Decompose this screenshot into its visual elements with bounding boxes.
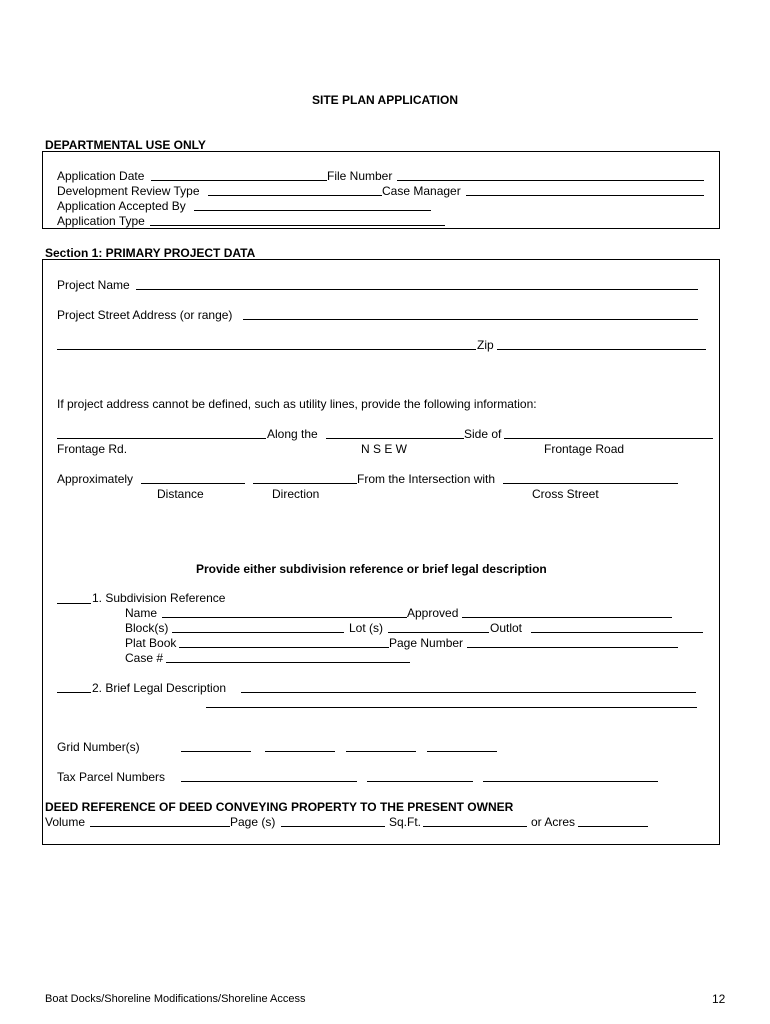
subdivision-check-field[interactable] <box>57 603 91 604</box>
project-name-field[interactable] <box>136 289 698 290</box>
outlot-field[interactable] <box>531 632 703 633</box>
tax-parcel-field-2[interactable] <box>367 781 473 782</box>
subdivision-name-label: Name <box>125 606 158 620</box>
acres-field[interactable] <box>578 826 648 827</box>
frontage-road-caption: Frontage Road <box>544 442 625 456</box>
direction-nsew-field[interactable] <box>326 438 464 439</box>
distance-caption: Distance <box>157 487 204 501</box>
sqft-field[interactable] <box>423 826 527 827</box>
sqft-label: Sq.Ft. <box>389 815 422 829</box>
dev-review-type-label: Development Review Type <box>57 184 200 198</box>
zip-label: Zip <box>477 338 494 352</box>
page-number-field[interactable] <box>467 647 678 648</box>
zip-field[interactable] <box>497 349 706 350</box>
deed-reference-heading: DEED REFERENCE OF DEED CONVEYING PROPERTY TO THE PRESENT OWNER <box>45 800 514 814</box>
accepted-by-field[interactable] <box>194 210 431 211</box>
grid-number-field-2[interactable] <box>265 751 335 752</box>
pages-field[interactable] <box>281 826 385 827</box>
brief-legal-field[interactable] <box>241 692 696 693</box>
brief-legal-field-line2[interactable] <box>206 707 697 708</box>
grid-number-field-3[interactable] <box>346 751 416 752</box>
street-address-label: Project Street Address (or range) <box>57 308 233 322</box>
blocks-label: Block(s) <box>125 621 169 635</box>
or-acres-label: or Acres <box>531 815 576 829</box>
along-the-label: Along the <box>267 427 318 441</box>
case-manager-field[interactable] <box>466 195 704 196</box>
tax-parcel-field-1[interactable] <box>181 781 357 782</box>
section1-heading: Section 1: PRIMARY PROJECT DATA <box>45 246 256 260</box>
frontage-rd-field[interactable] <box>57 438 266 439</box>
frontage-rd-caption: Frontage Rd. <box>57 442 128 456</box>
approved-label: Approved <box>407 606 459 620</box>
volume-field[interactable] <box>90 826 230 827</box>
legal-description-heading: Provide either subdivision reference or brief legal description <box>196 562 547 576</box>
blocks-field[interactable] <box>172 632 344 633</box>
case-manager-label: Case Manager <box>382 184 461 198</box>
plat-book-field[interactable] <box>179 647 389 648</box>
grid-number-field-1[interactable] <box>181 751 251 752</box>
street-address-field[interactable] <box>243 319 698 320</box>
frontage-road-field[interactable] <box>504 438 713 439</box>
cross-street-caption: Cross Street <box>532 487 599 501</box>
cross-street-field[interactable] <box>503 483 678 484</box>
tax-parcel-label: Tax Parcel Numbers <box>57 770 166 784</box>
grid-numbers-label: Grid Number(s) <box>57 740 140 754</box>
pages-label: Page (s) <box>230 815 276 829</box>
from-intersection-label: From the Intersection with <box>357 472 496 486</box>
direction-field[interactable] <box>253 483 357 484</box>
subdivision-name-field[interactable] <box>162 617 407 618</box>
outlot-label: Outlot <box>490 621 523 635</box>
dev-review-type-field[interactable] <box>208 195 382 196</box>
page-title: SITE PLAN APPLICATION <box>311 93 458 107</box>
address-line2-field[interactable] <box>57 349 476 350</box>
subdivision-reference-label: 1. Subdivision Reference <box>92 591 226 605</box>
file-number-field[interactable] <box>397 180 704 181</box>
application-type-field[interactable] <box>150 225 445 226</box>
application-type-label: Application Type <box>57 214 145 228</box>
approved-field[interactable] <box>462 617 672 618</box>
brief-legal-label: 2. Brief Legal Description <box>92 681 227 695</box>
application-date-field[interactable] <box>151 180 327 181</box>
distance-field[interactable] <box>141 483 245 484</box>
application-date-label: Application Date <box>57 169 145 183</box>
approximately-label: Approximately <box>57 472 134 486</box>
project-name-label: Project Name <box>57 278 130 292</box>
tax-parcel-field-3[interactable] <box>483 781 658 782</box>
lots-label: Lot (s) <box>349 621 384 635</box>
lots-field[interactable] <box>388 632 489 633</box>
plat-book-label: Plat Book <box>125 636 177 650</box>
grid-number-field-4[interactable] <box>427 751 497 752</box>
section1-box <box>42 259 720 845</box>
volume-label: Volume <box>45 815 86 829</box>
page-number-label: Page Number <box>389 636 464 650</box>
direction-caption: Direction <box>272 487 320 501</box>
dept-heading: DEPARTMENTAL USE ONLY <box>45 138 206 152</box>
case-number-label: Case # <box>125 651 164 665</box>
file-number-label: File Number <box>327 169 393 183</box>
footer-text: Boat Docks/Shoreline Modifications/Shoreline Access <box>45 993 306 1005</box>
nsew-caption: N S E W <box>361 442 408 456</box>
side-of-label: Side of <box>464 427 502 441</box>
case-number-field[interactable] <box>166 662 410 663</box>
undefined-address-note: If project address cannot be defined, such as utility lines, provide the following information: <box>57 397 537 411</box>
accepted-by-label: Application Accepted By <box>57 199 186 213</box>
page-number: 12 <box>712 992 726 1006</box>
brief-legal-check-field[interactable] <box>57 692 91 693</box>
